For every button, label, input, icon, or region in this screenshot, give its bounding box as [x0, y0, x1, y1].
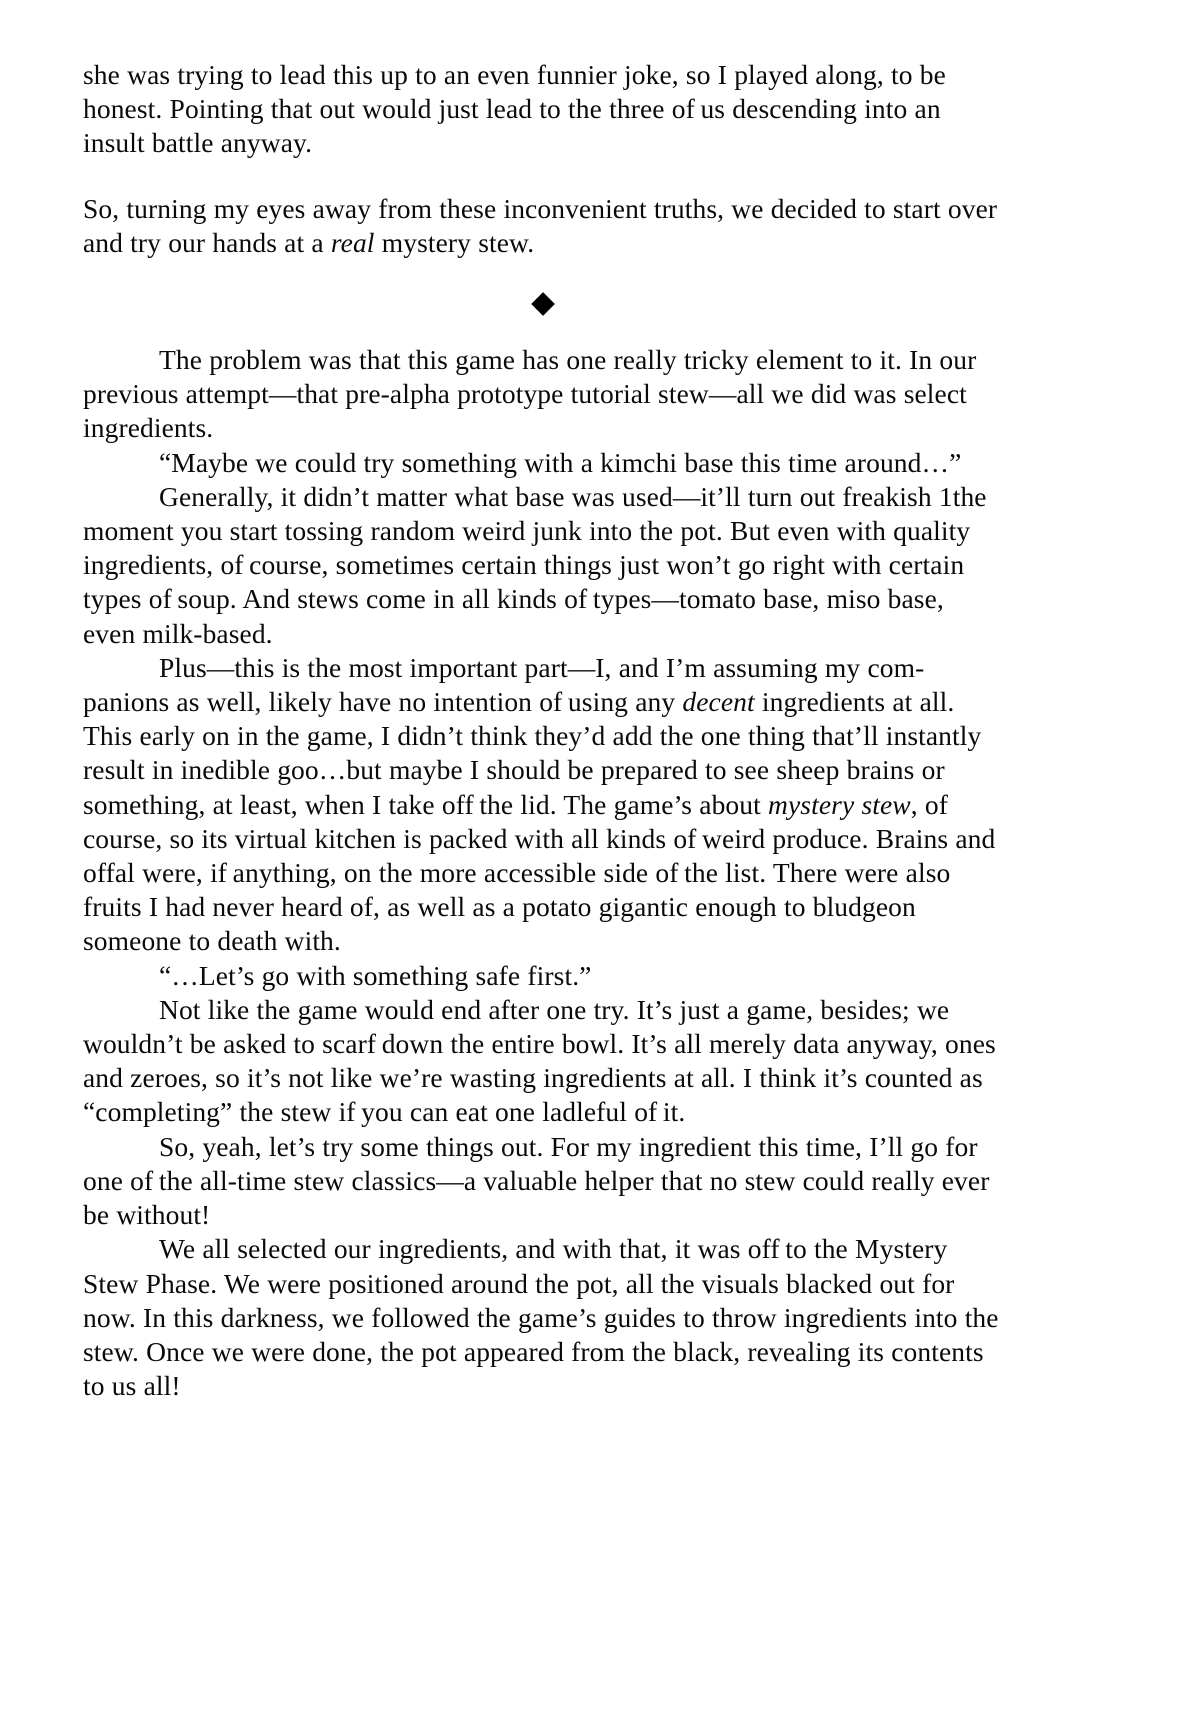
paragraph-7-dialogue: “…Let’s go with something safe first.” [159, 959, 592, 991]
paragraph-9: So, yeah, let’s try some things out. For my ingredient this time, I’ll go for one of the all-time stew classics—a valuable helper that no stew could really ever be without! [83, 1130, 990, 1231]
paragraph-1 [83, 58, 1003, 161]
scene-divider-diamond-icon: ◆ [531, 284, 555, 320]
paragraph-2-part-1: So, turning my eyes away from these inconvenient truths, we decided to start over and try our hands at a [83, 192, 998, 258]
paragraph-2-emphasis-real: real [330, 226, 375, 258]
paragraph-2 [83, 192, 1003, 260]
paragraph-10: We all selected our ingredients, and with that, it was off to the Mystery Stew Phase. We were positioned around the pot, all the visuals blacked out for now. In this darkness, we followed the game’s guides to throw ingredients into the stew. Once we were done, the pot appeared from the black, revealing its contents to us all! [83, 1233, 999, 1402]
paragraph-8: Not like the game would end after one try. It’s just a game, besides; we wouldn’t be asked to scarf down the entire bowl. It’s all merely data anyway, ones and zeroes, so it’s not like we’re wasting ingredients at all. I think it’s counted as “completing” the stew if you can eat one ladleful of it. [83, 993, 996, 1128]
paragraph-6-part-1: Plus—this is the most important part—I, and I’m assuming my com-panions as well, likely have no intention of using any [83, 651, 925, 718]
paragraph-1-line-1: she was trying to lead this up to an even funnier joke, so I played along, to be [83, 59, 946, 90]
paragraph-2-part-2: mystery stew. [374, 226, 535, 258]
text-column [83, 58, 1003, 1403]
paragraph-1-line-2: honest. Pointing that out would just lead to the three of us descending into an [83, 93, 941, 125]
paragraph-6-emphasis-decent: decent [682, 686, 755, 718]
paragraph-6 [83, 651, 1003, 959]
paragraph-3: The problem was that this game has one really tricky element to it. In our previous attempt—that pre-alpha prototype tutorial stew—all we did was select ingredients. [83, 344, 977, 444]
paragraph-6-emphasis-mystery-stew: mystery stew [768, 788, 911, 820]
paragraph-4-dialogue: “Maybe we could try something with a kimchi base this time around…” [159, 446, 962, 478]
paragraph-1-line-3: insult battle anyway. [83, 127, 313, 159]
paragraph-6-part-2: ingredients at all. This early on in the game, I didn’t think they’d add the one thing that’ll instantly result in inedible goo…but maybe I should be prepared to see sheep brains or something, at least, when I take off the lid. The game’s about [83, 686, 982, 820]
paragraph-6-part-3: , of course, so its virtual kitchen is packed with all kinds of weird produce. Brains and offal were, if anything, on the more accessible side of the list. There were also fruits I had never heard of, as well as a potato gigantic enough to bludgeon someone to death with. [83, 788, 996, 957]
paragraph-5: Generally, it didn’t matter what base was used—it’ll turn out freakish 1the moment you start tossing random weird junk into the pot. But even with quality ingredients, of course, sometimes certain things just won’t go right with certain types of soup. And stews come in all kinds of types—tomato base, miso base, even milk-based. [83, 480, 987, 649]
